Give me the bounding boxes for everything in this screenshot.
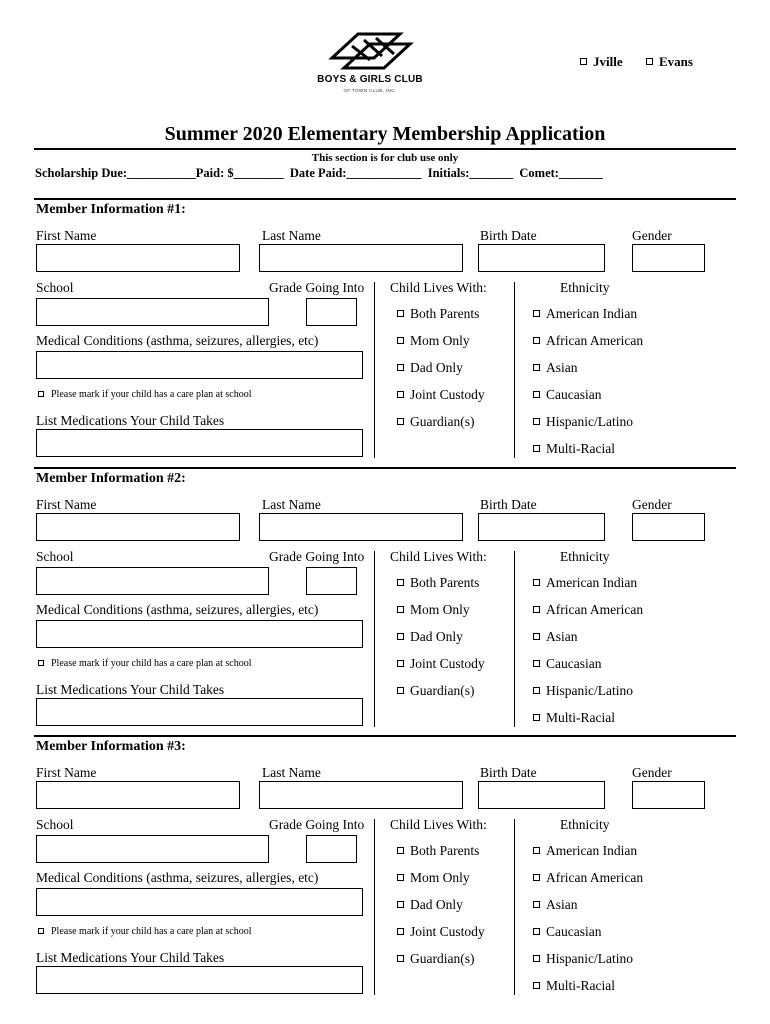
ethnicity-label: Ethnicity — [560, 549, 610, 564]
checkbox-icon[interactable] — [397, 391, 404, 398]
grade-field[interactable] — [306, 835, 357, 863]
lives-with-label: Child Lives With: — [390, 280, 487, 295]
checkbox-icon[interactable] — [397, 633, 404, 640]
checkbox-icon[interactable] — [533, 874, 540, 881]
lives-with-option[interactable] — [397, 360, 463, 376]
lives-with-option-label: Dad Only — [410, 360, 463, 375]
lives-with-option-label: Guardian(s) — [410, 951, 475, 966]
ethnicity-option-label: Caucasian — [546, 387, 602, 402]
ethnicity-option-label: Hispanic/Latino — [546, 951, 633, 966]
medications-field[interactable] — [36, 698, 363, 726]
first-name-label: First Name — [36, 228, 97, 243]
ethnicity-option-label: Multi-Racial — [546, 978, 615, 993]
checkbox-icon[interactable] — [397, 660, 404, 667]
divider — [34, 467, 736, 469]
care-plan-label: Please mark if your child has a care plan at school — [51, 389, 252, 400]
ethnicity-option-label: Caucasian — [546, 924, 602, 939]
birth-date-field[interactable] — [478, 513, 605, 541]
school-field[interactable] — [36, 835, 269, 863]
divider — [34, 148, 736, 150]
birth-date-label: Birth Date — [480, 228, 537, 243]
checkbox-icon[interactable] — [533, 955, 540, 962]
lives-with-option-label: Guardian(s) — [410, 683, 475, 698]
ethnicity-option[interactable] — [533, 978, 615, 994]
ethnicity-option-label: American Indian — [546, 843, 638, 858]
medications-label: List Medications Your Child Takes — [36, 950, 225, 965]
checkbox-icon[interactable] — [397, 955, 404, 962]
medical-label: Medical Conditions (asthma, seizures, allergies, etc) — [36, 870, 319, 885]
ethnicity-option[interactable] — [533, 441, 615, 457]
lives-with-option-label: Joint Custody — [410, 656, 485, 671]
checkbox-icon[interactable] — [533, 579, 540, 586]
lives-with-option-label: Dad Only — [410, 897, 463, 912]
ethnicity-option-label: African American — [546, 602, 644, 617]
checkbox-icon[interactable] — [397, 337, 404, 344]
lives-with-option[interactable] — [397, 575, 479, 591]
column-divider — [374, 819, 375, 995]
checkbox-icon[interactable] — [397, 928, 404, 935]
ethnicity-option-label: American Indian — [546, 306, 638, 321]
ethnicity-option[interactable] — [533, 602, 643, 618]
care-plan-label: Please mark if your child has a care plan at school — [51, 658, 252, 669]
ethnicity-option[interactable] — [533, 843, 637, 859]
grade-label: Grade Going Into — [269, 817, 365, 832]
ethnicity-option[interactable] — [533, 951, 633, 967]
checkbox-icon[interactable] — [533, 714, 540, 721]
checkbox-icon[interactable] — [397, 847, 404, 854]
school-label: School — [36, 549, 74, 564]
location-jville-label: Jville — [593, 54, 623, 69]
lives-with-option[interactable] — [397, 629, 463, 645]
ethnicity-option[interactable] — [533, 656, 601, 672]
grade-field[interactable] — [306, 567, 357, 595]
gender-label: Gender — [632, 765, 672, 780]
last-name-label: Last Name — [262, 497, 321, 512]
ethnicity-option-label: Asian — [546, 629, 578, 644]
ethnicity-option-label: American Indian — [546, 575, 638, 590]
lives-with-option-label: Both Parents — [410, 843, 480, 858]
medications-label: List Medications Your Child Takes — [36, 413, 225, 428]
medical-label: Medical Conditions (asthma, seizures, allergies, etc) — [36, 333, 319, 348]
lives-with-option-label: Guardian(s) — [410, 414, 475, 429]
first-name-field[interactable] — [36, 781, 240, 809]
checkbox-icon[interactable] — [533, 364, 540, 371]
checkbox-icon[interactable] — [533, 391, 540, 398]
ethnicity-option[interactable] — [533, 870, 643, 886]
lives-with-label: Child Lives With: — [390, 817, 487, 832]
column-divider — [514, 551, 515, 727]
club-use-row: Scholarship Due:___________Paid: $________ Date Paid:____________ Initials:_______ Comet:_______ — [35, 166, 603, 180]
lives-with-option-label: Mom Only — [410, 870, 470, 885]
lives-with-option-label: Mom Only — [410, 333, 470, 348]
last-name-label: Last Name — [262, 228, 321, 243]
checkbox-icon[interactable] — [646, 58, 653, 65]
checkbox-icon[interactable] — [533, 847, 540, 854]
gender-field[interactable] — [632, 244, 705, 272]
ethnicity-label: Ethnicity — [560, 280, 610, 295]
birth-date-label: Birth Date — [480, 765, 537, 780]
section-title: Member Information #2: — [36, 471, 186, 486]
first-name-label: First Name — [36, 497, 97, 512]
checkbox-icon[interactable] — [38, 928, 44, 934]
checkbox-icon[interactable] — [533, 606, 540, 613]
ethnicity-option[interactable] — [533, 924, 601, 940]
medical-field[interactable] — [36, 351, 363, 379]
column-divider — [514, 282, 515, 458]
checkbox-icon[interactable] — [533, 982, 540, 989]
section-title: Member Information #1: — [36, 202, 186, 217]
checkbox-icon[interactable] — [533, 445, 540, 452]
ethnicity-option-label: Multi-Racial — [546, 441, 615, 456]
checkbox-icon[interactable] — [533, 660, 540, 667]
lives-with-option-label: Both Parents — [410, 306, 480, 321]
checkbox-icon[interactable] — [533, 687, 540, 694]
gender-field[interactable] — [632, 513, 705, 541]
checkbox-icon[interactable] — [397, 310, 404, 317]
ethnicity-option[interactable] — [533, 333, 643, 349]
lives-with-option-label: Dad Only — [410, 629, 463, 644]
location-evans-label: Evans — [659, 54, 693, 69]
lives-with-option[interactable] — [397, 414, 474, 430]
checkbox-icon[interactable] — [533, 901, 540, 908]
logo-name: BOYS & GIRLS CLUB — [317, 74, 423, 85]
school-label: School — [36, 817, 74, 832]
care-plan-option[interactable] — [38, 926, 251, 937]
care-plan-label: Please mark if your child has a care plan at school — [51, 926, 252, 937]
grade-field[interactable] — [306, 298, 357, 326]
member-section-1 — [0, 200, 770, 468]
checkbox-icon[interactable] — [533, 337, 540, 344]
ethnicity-option[interactable] — [533, 710, 615, 726]
checkbox-icon[interactable] — [397, 418, 404, 425]
checkbox-icon[interactable] — [397, 687, 404, 694]
checkbox-icon[interactable] — [38, 391, 44, 397]
lives-with-option[interactable] — [397, 924, 485, 940]
checkbox-icon[interactable] — [533, 418, 540, 425]
lives-with-option-label: Mom Only — [410, 602, 470, 617]
first-name-field[interactable] — [36, 513, 240, 541]
last-name-field[interactable] — [259, 244, 463, 272]
birth-date-field[interactable] — [478, 244, 605, 272]
last-name-label: Last Name — [262, 765, 321, 780]
checkbox-icon[interactable] — [580, 58, 587, 65]
lives-with-option[interactable] — [397, 602, 470, 618]
ethnicity-option[interactable] — [533, 575, 637, 591]
medical-field[interactable] — [36, 620, 363, 648]
lives-with-option[interactable] — [397, 843, 479, 859]
lives-with-option[interactable] — [397, 306, 479, 322]
lives-with-option-label: Both Parents — [410, 575, 480, 590]
ethnicity-option[interactable] — [533, 306, 637, 322]
checkbox-icon[interactable] — [397, 901, 404, 908]
checkbox-icon[interactable] — [533, 633, 540, 640]
checkbox-icon[interactable] — [397, 364, 404, 371]
grade-label: Grade Going Into — [269, 280, 365, 295]
school-field[interactable] — [36, 298, 269, 326]
checkbox-icon[interactable] — [38, 660, 44, 666]
lives-with-option-label: Joint Custody — [410, 924, 485, 939]
location-evans[interactable] — [646, 54, 693, 70]
birth-date-field[interactable] — [478, 781, 605, 809]
grade-label: Grade Going Into — [269, 549, 365, 564]
lives-with-option[interactable] — [397, 951, 474, 967]
school-field[interactable] — [36, 567, 269, 595]
ethnicity-option-label: Asian — [546, 360, 578, 375]
last-name-field[interactable] — [259, 513, 463, 541]
medications-field[interactable] — [36, 429, 363, 457]
ethnicity-option[interactable] — [533, 629, 578, 645]
ethnicity-option-label: Hispanic/Latino — [546, 683, 633, 698]
medical-label: Medical Conditions (asthma, seizures, allergies, etc) — [36, 602, 319, 617]
checkbox-icon[interactable] — [397, 874, 404, 881]
lives-with-option[interactable] — [397, 897, 463, 913]
checkbox-icon[interactable] — [533, 928, 540, 935]
ethnicity-option[interactable] — [533, 387, 601, 403]
lives-with-option[interactable] — [397, 656, 485, 672]
ethnicity-option[interactable] — [533, 360, 578, 376]
ethnicity-option-label: Multi-Racial — [546, 710, 615, 725]
gender-label: Gender — [632, 497, 672, 512]
lives-with-option[interactable] — [397, 333, 470, 349]
checkbox-icon[interactable] — [397, 606, 404, 613]
club-use-note: This section is for club use only — [311, 152, 459, 164]
member-section-2 — [0, 469, 770, 737]
checkbox-icon[interactable] — [533, 310, 540, 317]
care-plan-option[interactable] — [38, 389, 251, 400]
gender-label: Gender — [632, 228, 672, 243]
ethnicity-option[interactable] — [533, 414, 633, 430]
column-divider — [374, 551, 375, 727]
last-name-field[interactable] — [259, 781, 463, 809]
birth-date-label: Birth Date — [480, 497, 537, 512]
lives-with-option[interactable] — [397, 387, 485, 403]
lives-with-label: Child Lives With: — [390, 549, 487, 564]
first-name-label: First Name — [36, 765, 97, 780]
column-divider — [514, 819, 515, 995]
gender-field[interactable] — [632, 781, 705, 809]
care-plan-option[interactable] — [38, 658, 251, 669]
ethnicity-option-label: Caucasian — [546, 656, 602, 671]
ethnicity-option[interactable] — [533, 683, 633, 699]
medical-field[interactable] — [36, 888, 363, 916]
location-jville[interactable] — [580, 54, 623, 70]
divider — [34, 735, 736, 737]
school-label: School — [36, 280, 74, 295]
ethnicity-option-label: Hispanic/Latino — [546, 414, 633, 429]
page-title: Summer 2020 Elementary Membership Application — [164, 123, 606, 145]
ethnicity-option[interactable] — [533, 897, 578, 913]
checkbox-icon[interactable] — [397, 579, 404, 586]
ethnicity-option-label: African American — [546, 333, 644, 348]
ethnicity-option-label: African American — [546, 870, 644, 885]
ethnicity-option-label: Asian — [546, 897, 578, 912]
column-divider — [374, 282, 375, 458]
section-title: Member Information #3: — [36, 739, 186, 754]
member-section-3 — [0, 737, 770, 1005]
medications-label: List Medications Your Child Takes — [36, 682, 225, 697]
club-emblem-icon — [300, 28, 440, 74]
boys-girls-club-logo — [300, 28, 440, 98]
lives-with-option[interactable] — [397, 870, 470, 886]
logo-subtitle: OF TOWN CLUB, INC. — [343, 88, 397, 93]
medications-field[interactable] — [36, 966, 363, 994]
ethnicity-label: Ethnicity — [560, 817, 610, 832]
first-name-field[interactable] — [36, 244, 240, 272]
lives-with-option[interactable] — [397, 683, 474, 699]
lives-with-option-label: Joint Custody — [410, 387, 485, 402]
